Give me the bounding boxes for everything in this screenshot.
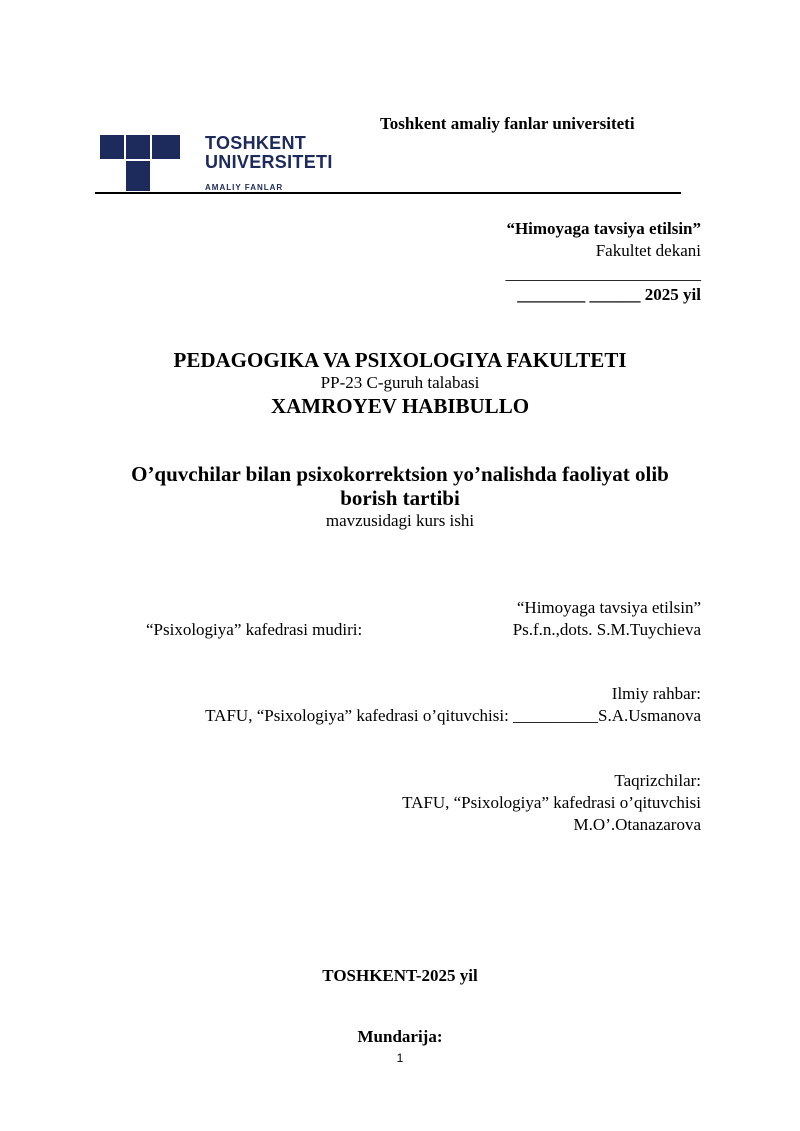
page-number: 1	[396, 1051, 404, 1065]
topic-line-1: O’quvchilar bilan psixokorrektsion yo’nalishda faoliyat olib	[131, 462, 669, 486]
reviewer-name: M.O’.Otanazarova	[573, 815, 701, 834]
topic-line-2: borish tartibi	[340, 486, 460, 510]
university-name: Toshkent amaliy fanlar universiteti	[380, 114, 635, 133]
reviewers-label: Taqrizchilar:	[614, 771, 701, 790]
approval-recommend: “Himoyaga tavsiya etilsin”	[506, 219, 701, 238]
student-name: XAMROYEV HABIBULLO	[270, 394, 530, 418]
reviewer-position: TAFU, “Psixologiya” kafedrasi o’qituvchisi	[402, 793, 701, 812]
advisor-line: TAFU, “Psixologiya” kafedrasi o’qituvchisi: __________S.A.Usmanova	[205, 706, 701, 725]
approval-date: ________ ______ 2025 yil	[517, 285, 701, 304]
head-name: Ps.f.n.,dots. S.M.Tuychieva	[512, 620, 701, 639]
faculty-title: PEDAGOGIKA VA PSIXOLOGIYA FAKULTETI	[173, 348, 627, 372]
work-type: mavzusidagi kurs ishi	[325, 511, 475, 530]
contents-heading: Mundarija:	[357, 1027, 443, 1046]
advisor-label: Ilmiy rahbar:	[611, 684, 701, 703]
dean-signature-line: _______________________	[505, 264, 701, 283]
logo-subtitle: AMALIY FANLAR	[205, 183, 284, 192]
group-label: PP-23 C-guruh talabasi	[320, 373, 480, 392]
head-recommend: “Himoyaga tavsiya etilsin”	[516, 598, 701, 617]
logo-text: TOSHKENT UNIVERSITETI	[205, 133, 333, 172]
city-year: TOSHKENT-2025 yil	[322, 966, 478, 985]
header-rule	[95, 192, 681, 194]
dean-label: Fakultet dekani	[595, 241, 701, 260]
university-logo-icon	[100, 135, 182, 193]
head-label: “Psixologiya” kafedrasi mudiri:	[146, 620, 363, 639]
